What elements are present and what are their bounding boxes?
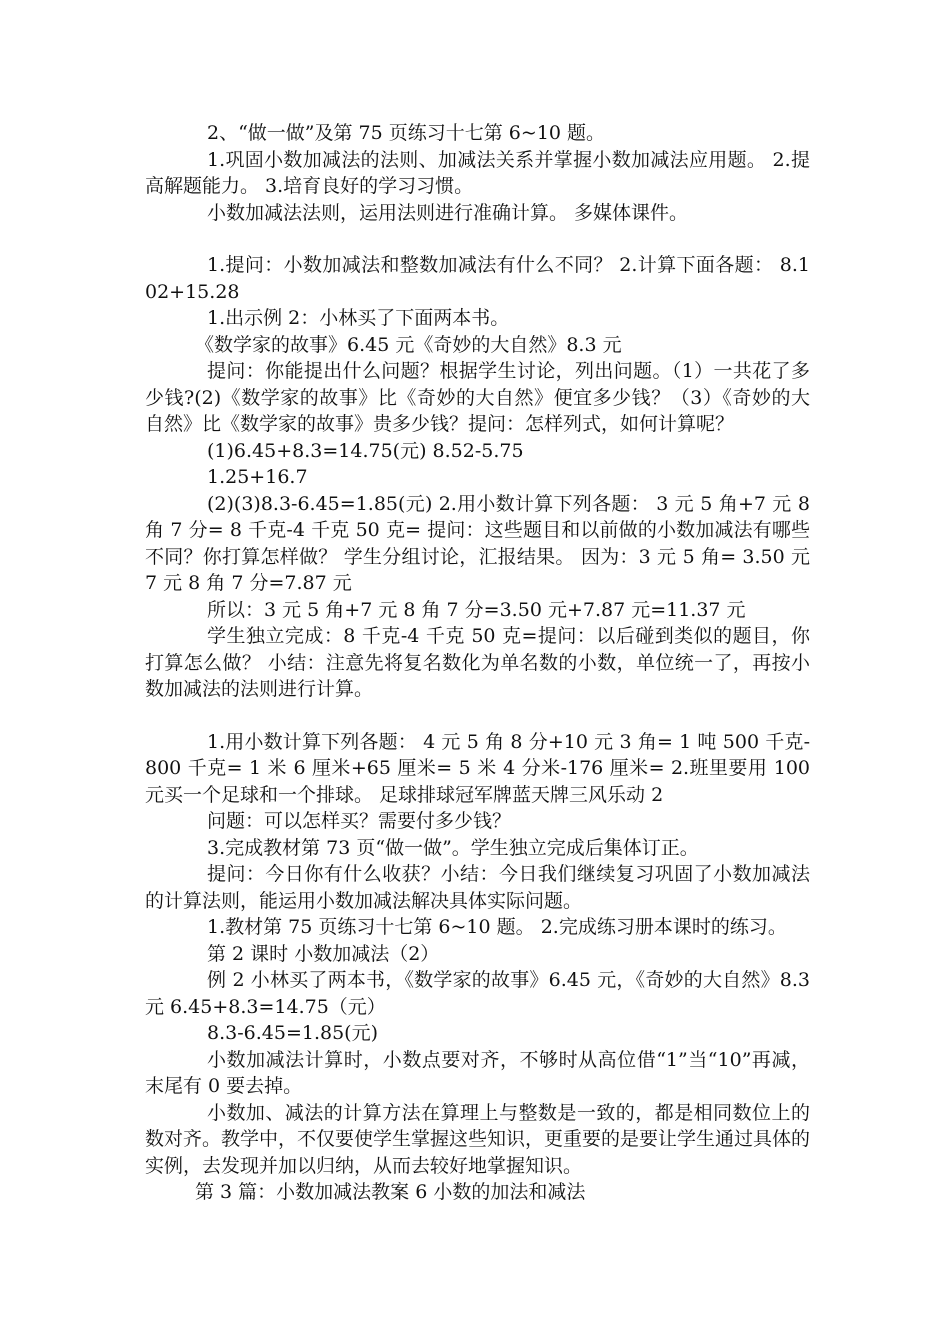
paragraph: 《数学家的故事》6.45 元《奇妙的大自然》8.3 元 bbox=[195, 333, 622, 356]
paragraph: 小数加减法法则，运用法则进行准确计算。 多媒体课件。 bbox=[207, 201, 689, 224]
section-heading: 第 3 篇：小数加减法教案 6 小数的加法和减法 bbox=[195, 1181, 586, 1203]
paragraph: (1)6.45+8.3=14.75(元) 8.52-5.75 bbox=[207, 439, 524, 462]
paragraph: 1.出示例 2：小林买了下面两本书。 bbox=[207, 307, 510, 329]
paragraph: 1.用小数计算下列各题： 4 元 5 角 8 分+10 元 3 角= 1 吨 500 千克-800 千克= 1 米 6 厘米+65 厘米= 5 米 4 分米-176 厘米= 2.班里要用 100 元买一个足球和一个排球。 足球排球冠军牌蓝天牌三风乐动 2 bbox=[145, 730, 810, 806]
section-heading: 第 2 课时 小数加减法（2） bbox=[207, 942, 440, 965]
paragraph: 小数加、减法的计算方法在算理上与整数是一致的，都是相同数位上的数对齐。教学中，不仅要使学生掌握这些知识，更重要的是要让学生通过具体的实例，去发现并加以归纳，从而去较好地掌握知识。 bbox=[145, 1101, 811, 1177]
paragraph: 学生独立完成：8 千克-4 千克 50 克=提问：以后碰到类似的题目，你打算怎么做？ 小结：注意先将复名数化为单名数的小数，单位统一了，再按小数加减法的法则进行计算。 bbox=[145, 625, 810, 700]
paragraph: 1.教材第 75 页练习十七第 6~10 题。 2.完成练习册本课时的练习。 bbox=[207, 916, 787, 938]
paragraph: 问题：可以怎样买？需要付多少钱？ bbox=[207, 810, 512, 832]
paragraph: 例 2 小林买了两本书，《数学家的故事》6.45 元，《奇妙的大自然》8.3 元 6.45+8.3=14.75（元） bbox=[145, 969, 810, 1018]
paragraph: 1.巩固小数加减法的法则、加减法关系并掌握小数加减法应用题。 2.提高解题能力。 3.培育良好的学习习惯。 bbox=[145, 148, 810, 197]
document-body bbox=[145, 120, 810, 1206]
paragraph: 2、“做一做”及第 75 页练习十七第 6~10 题。 bbox=[207, 122, 606, 144]
paragraph: 1.提问：小数加减法和整数加减法有什么不同？ 2.计算下面各题： 8.102+15.28 bbox=[145, 254, 810, 303]
paragraph: (2)(3)8.3-6.45=1.85(元) 2.用小数计算下列各题： 3 元 5 角+7 元 8 角 7 分= 8 千克-4 千克 50 克= 提问：这些题目和以前做的小数加减法有哪些不同？你打算怎样做？ 学生分组讨论，汇报结果。 因为：3 元 5 角= 3.50 元 7 元 8 角 7 分=7.87 元 bbox=[145, 492, 810, 594]
paragraph: 提问：今日你有什么收获？小结：今日我们继续复习巩固了小数加减法的计算法则，能运用小数加减法解决具体实际问题。 bbox=[145, 863, 810, 912]
paragraph: 8.3-6.45=1.85(元) bbox=[207, 1022, 378, 1044]
paragraph: 3.完成教材第 73 页“做一做”。学生独立完成后集体订正。 bbox=[207, 836, 699, 859]
paragraph: 提问：你能提出什么问题？根据学生讨论，列出问题。（1）一共花了多少钱?(2)《数学家的故事》比《奇妙的大自然》便宜多少钱？（3）《奇妙的大自然》比《数学家的故事》贵多少钱？提问：怎样列式，如何计算呢？ bbox=[145, 360, 810, 435]
paragraph: 1.25+16.7 bbox=[207, 466, 308, 488]
paragraph: 所以：3 元 5 角+7 元 8 角 7 分=3.50 元+7.87 元=11.37 元 bbox=[207, 598, 746, 621]
paragraph: 小数加减法计算时，小数点要对齐，不够时从高位借“1”当“10”再减，末尾有 0 要去掉。 bbox=[145, 1048, 810, 1097]
